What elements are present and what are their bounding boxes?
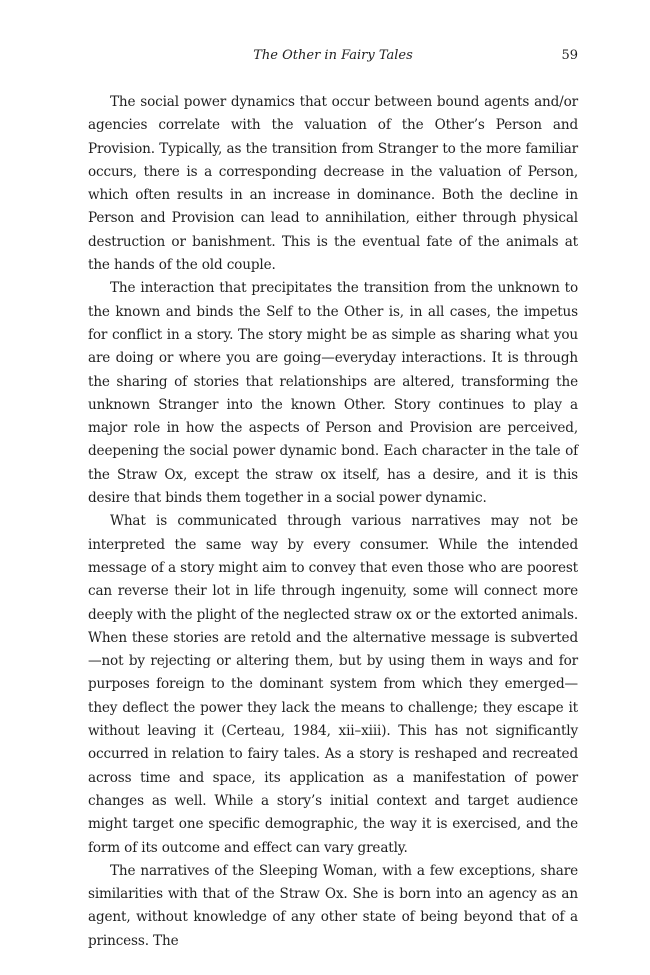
paragraph: The social power dynamics that occur between bound agents and/or agencies correlate with the valuation of the Other’s Person and Provision. Typically, as the transition from Stranger to the more familiar occurs, there is a corresponding decrease in the valuation of Person, which often results in an increase in dominance. Both the decline in Person and Provision can lead to annihilation, either through physical destruction or banishment. This is the eventual fate of the animals at the hands of the old couple. xyxy=(88,94,578,274)
paragraph: What is communicated through various narratives may not be interpreted the same way by every consumer. While the intended message of a story might aim to convey that even those who are poorest can reverse their lot in life through ingenuity, some will connect more deeply with the plight of the neglected straw ox or the extorted animals. When these stories are retold and the alternative message is subverted—not by rejecting or altering them, but by using them in ways and for purposes foreign to the dominant system from which they emerged—they deflect the power they lack the means to challenge; they escape it without leaving it (Certeau, 1984, xii–xiii). This has not significantly occurred in relation to fairy tales. As a story is reshaped and recreated across time and space, its application as a manifestation of power changes as well. While a story’s initial context and target audience might target one specific demographic, the way it is exercised, and the form of its outcome and effect can vary greatly. xyxy=(88,513,578,856)
body-text xyxy=(88,91,578,953)
running-title: The Other in Fairy Tales xyxy=(253,48,413,63)
paragraph: The narratives of the Sleeping Woman, with a few exceptions, share similarities with that of the Straw Ox. She is born into an agency as an agent, without knowledge of any other state of being beyond that of a princess. The xyxy=(88,862,578,949)
page-number: 59 xyxy=(561,48,578,63)
paragraph: The interaction that precipitates the transition from the unknown to the known and binds the Self to the Other is, in all cases, the impetus for conflict in a story. The story might be as simple as sharing what you are doing or where you are going—everyday interactions. It is through the sharing of stories that relationships are altered, transforming the unknown Stranger into the known Other. Story continues to play a major role in how the aspects of Person and Provision are perceived, deepening the social power dynamic bond. Each character in the tale of the Straw Ox, except the straw ox itself, has a desire, and it is this desire that binds them together in a social power dynamic. xyxy=(88,280,578,507)
running-head xyxy=(88,46,578,66)
